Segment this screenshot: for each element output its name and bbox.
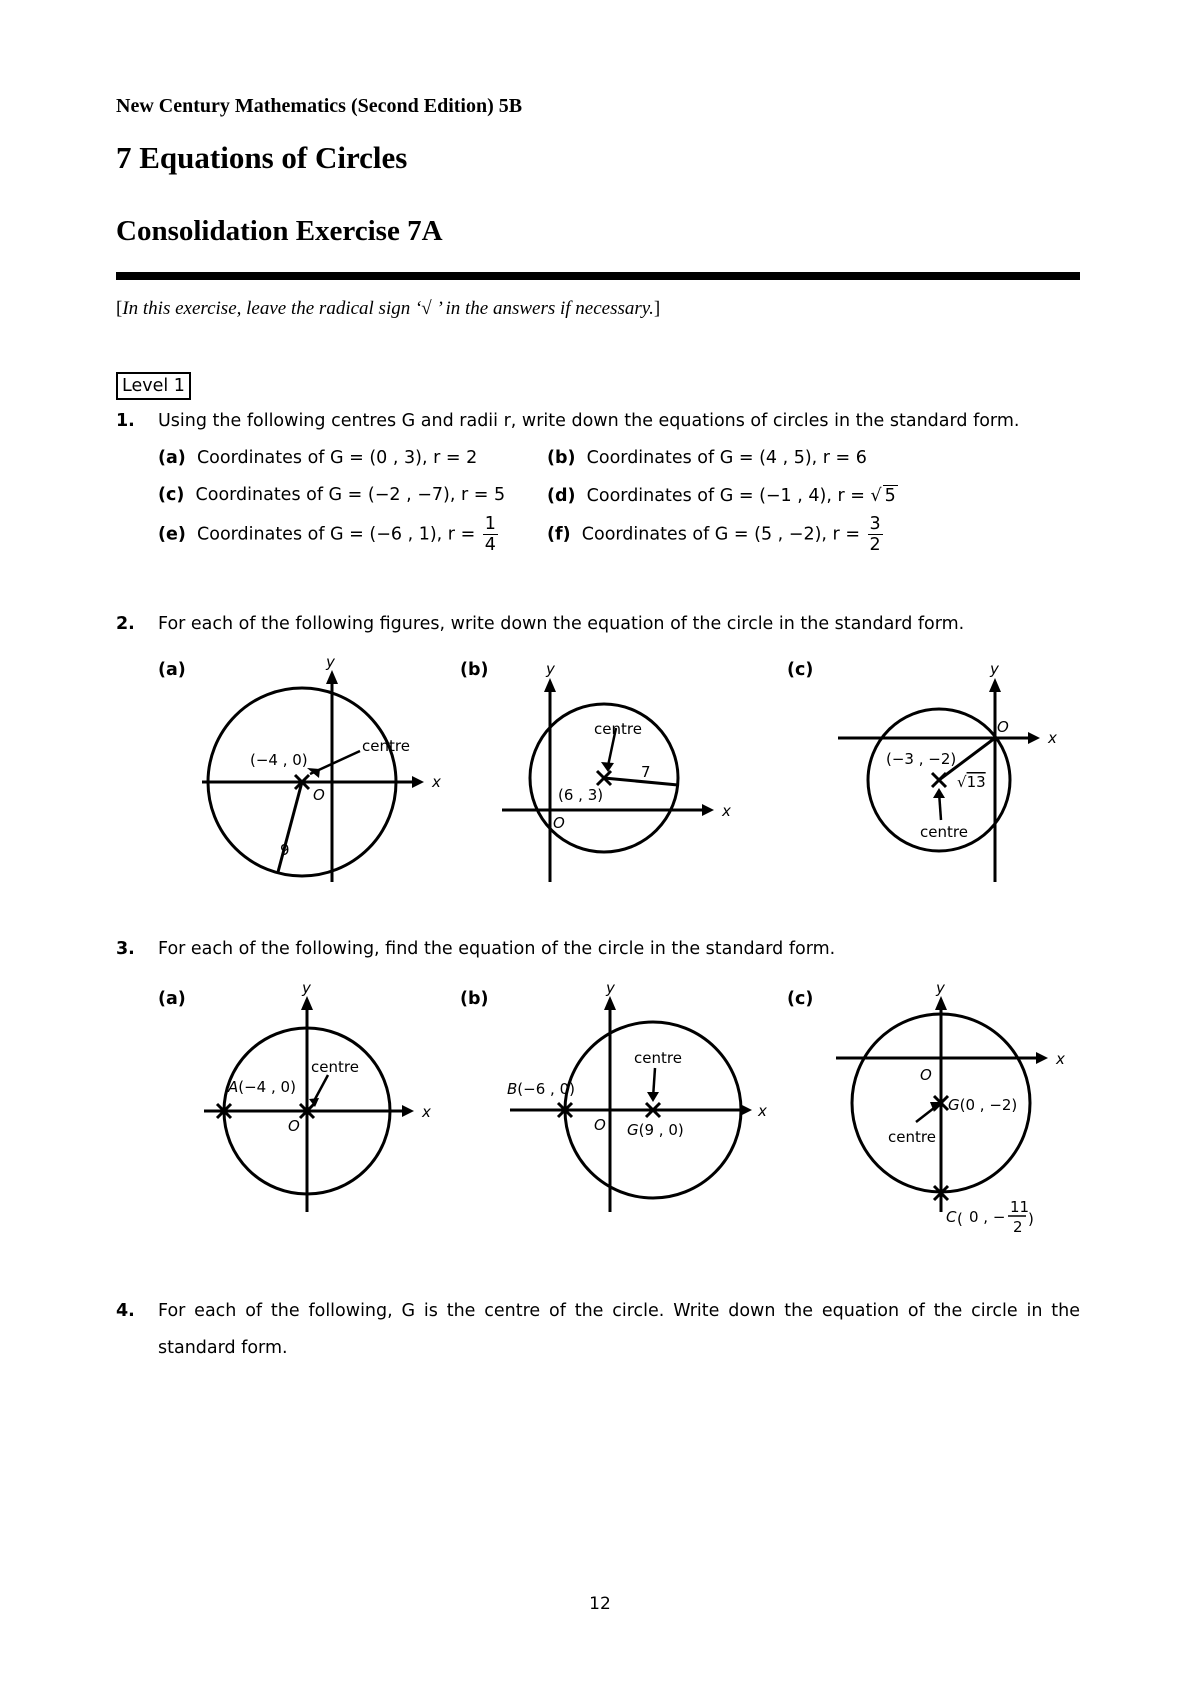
q1-part-f: (f) Coordinates of G = (5 , −2), r = $\frac{3}{2}$ — [547, 514, 881, 555]
instruction: [In this exercise, leave the radical sign ‘√ ’ in the answers if necessary.] — [116, 298, 661, 319]
svg-text:2: 2 — [1013, 1218, 1023, 1236]
chapter-title: 7 Equations of Circles — [116, 140, 408, 175]
q2a-y-arrow — [326, 670, 338, 684]
q3c-x-label: x — [1056, 1050, 1065, 1068]
svg-text:0 , −: 0 , − — [969, 1208, 1006, 1226]
q2b-label: (b) — [460, 660, 489, 680]
q3c-y-label: y — [936, 979, 945, 997]
q1-part-d: (d) Coordinates of G = (−1 , 4), r = √ 5 — [547, 486, 896, 506]
q2-text: For each of the following figures, write down the equation of the circle in the standard form. — [158, 614, 965, 634]
q3a-point-label: A(−4 , 0) — [228, 1078, 296, 1096]
q3a-figure — [190, 980, 430, 1220]
q2b-y-label: y — [546, 660, 555, 678]
q2b-figure — [490, 650, 740, 890]
book-title: New Century Mathematics (Second Edition) 5B — [116, 95, 523, 117]
q3a-y-label: y — [302, 979, 311, 997]
q2c-origin-label: O — [997, 718, 1009, 736]
q3c-y-arrow — [935, 996, 947, 1010]
q3c-figure — [830, 980, 1090, 1250]
q2b-x-arrow — [702, 804, 714, 816]
q3c-x-arrow — [1036, 1052, 1048, 1064]
q4-text-line1: For each of the following, G is the centre of the circle. Write down the equation of the circle in the — [158, 1301, 1080, 1321]
svg-text:11: 11 — [1010, 1198, 1030, 1216]
q2a-label: (a) — [158, 660, 186, 680]
level-badge: Level 1 — [116, 372, 191, 400]
q2a-figure — [180, 650, 440, 890]
q3b-label: (b) — [460, 989, 489, 1009]
q3c-g-label: G(0 , −2) — [948, 1096, 1018, 1114]
q2a-x-label: x — [432, 773, 441, 791]
q3b-x-label: x — [758, 1102, 767, 1120]
q3a-origin-label: O — [288, 1117, 300, 1135]
q3a-centre-pointer — [314, 1075, 328, 1101]
q2c-y-arrow — [989, 678, 1001, 692]
q2a-centre-label: centre — [362, 737, 410, 755]
svg-text:(: ( — [957, 1210, 963, 1228]
q2c-radius-label: √13 — [957, 773, 986, 791]
q3b-point-label: B(−6 , 0) — [507, 1080, 575, 1098]
q3a-x-arrow — [402, 1105, 414, 1117]
q1-part-b: (b) Coordinates of G = (4 , 5), r = 6 — [547, 448, 867, 468]
q3b-x-arrow — [740, 1104, 752, 1116]
q3b-g-label: G(9 , 0) — [627, 1121, 684, 1139]
q3c-centre-label: centre — [888, 1128, 936, 1146]
q3c-origin-label: O — [920, 1066, 932, 1084]
q2c-figure — [820, 650, 1080, 890]
instruction-text: In this exercise, leave the radical sign ‘√ ’ in the answers if necessary. — [122, 298, 654, 319]
q2b-x-label: x — [722, 802, 731, 820]
q3b-y-label: y — [606, 979, 615, 997]
q4-number: 4. — [116, 1301, 135, 1321]
q4-text-line2: standard form. — [158, 1338, 288, 1358]
q2-number: 2. — [116, 614, 135, 634]
q1-part-a: (a) Coordinates of G = (0 , 3), r = 2 — [158, 448, 478, 468]
q2a-point-label: (−4 , 0) — [250, 751, 308, 769]
q2c-x-arrow — [1028, 732, 1040, 744]
q2b-point-label: (6 , 3) — [558, 786, 604, 804]
q2c-x-label: x — [1048, 729, 1057, 747]
svg-text:C: C — [946, 1208, 957, 1226]
q3a-centre-label: centre — [311, 1058, 359, 1076]
q2b-centre-label: centre — [594, 720, 642, 738]
q2c-point-label: (−3 , −2) — [886, 750, 957, 768]
q3b-figure — [500, 980, 770, 1220]
q3c-point-c-label — [946, 1198, 1034, 1236]
q2a-y-label: y — [326, 653, 335, 671]
q3-number: 3. — [116, 939, 135, 959]
q2a-x-arrow — [412, 776, 424, 788]
q1-number: 1. — [116, 411, 135, 431]
q2b-origin-label: O — [553, 814, 565, 832]
q2c-label: (c) — [787, 660, 814, 680]
q3c-centre-pointer — [916, 1108, 934, 1122]
q2a-radius-label: 9 — [280, 841, 290, 859]
q3-text: For each of the following, find the equation of the circle in the standard form. — [158, 939, 836, 959]
q2c-y-label: y — [990, 660, 999, 678]
q1-text: Using the following centres G and radii r, write down the equations of circles in the standard form. — [158, 411, 1020, 431]
q2b-y-arrow — [544, 678, 556, 692]
q3c-label: (c) — [787, 989, 814, 1009]
svg-text:): ) — [1028, 1210, 1034, 1228]
q1-part-c: (c) Coordinates of G = (−2 , −7), r = 5 — [158, 485, 506, 505]
q2b-radius-label: 7 — [641, 763, 651, 781]
q3b-y-arrow — [604, 996, 616, 1010]
title-divider — [116, 272, 1080, 280]
q3a-label: (a) — [158, 989, 186, 1009]
q3b-centre-label: centre — [634, 1049, 682, 1067]
page-number: 12 — [589, 1594, 611, 1614]
q3a-x-label: x — [422, 1103, 431, 1121]
q3a-y-arrow — [301, 996, 313, 1010]
exercise-title: Consolidation Exercise 7A — [116, 215, 443, 247]
q2a-origin-label: O — [313, 786, 325, 804]
q1-part-e: (e) Coordinates of G = (−6 , 1), r = $\frac{1}{4}$ — [158, 514, 496, 555]
q2c-centre-label: centre — [920, 823, 968, 841]
q3b-origin-label: O — [594, 1116, 606, 1134]
